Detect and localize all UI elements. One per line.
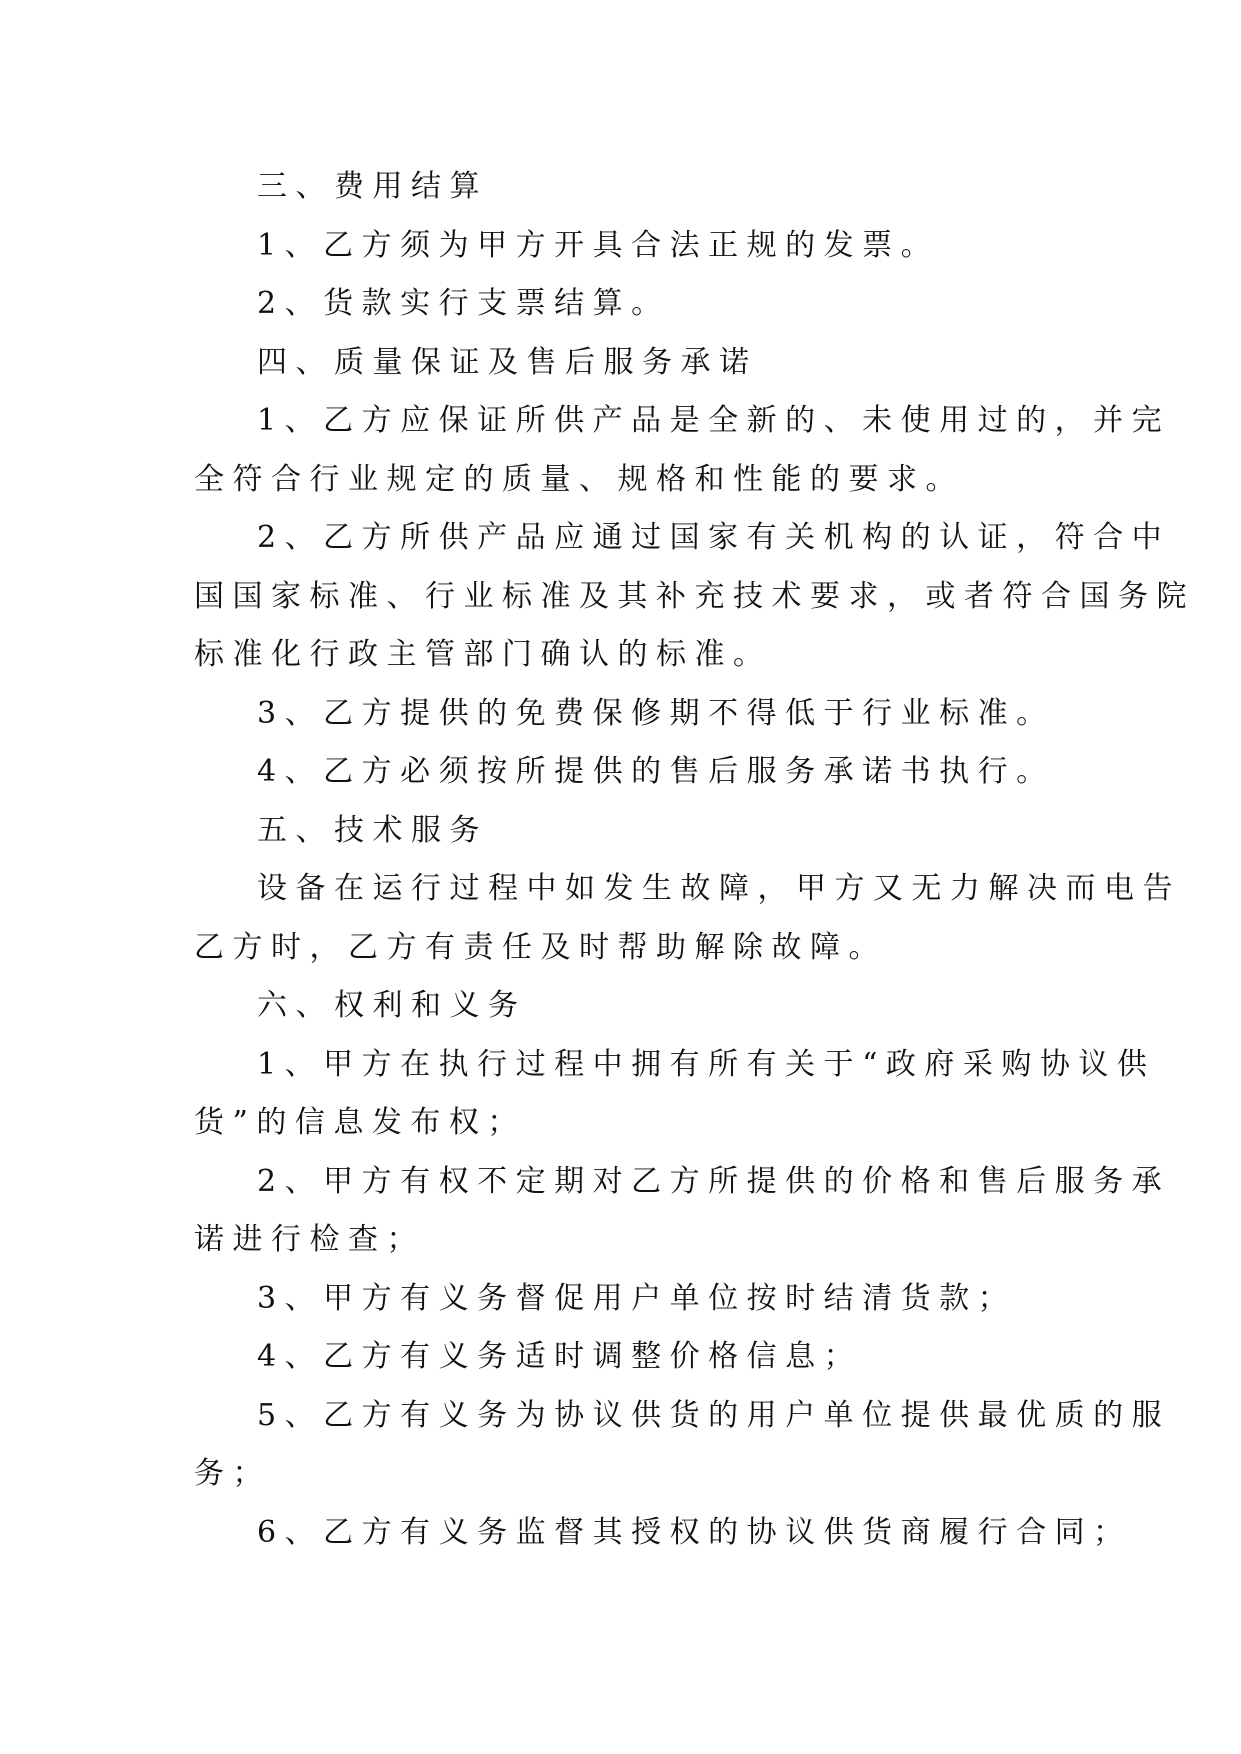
clause-certification-line-3: 标准化行政主管部门确认的标准。 [194,637,772,672]
clause-free-warranty: 3、乙方提供的免费保修期不得低于行业标准。 [257,695,1055,731]
clause-service-commitment: 4、乙方必须按所提供的售后服务承诺书执行。 [257,754,1055,789]
clause-check-settlement: 2、货款实行支票结算。 [257,286,670,321]
clause-invoice: 1、乙方须为甲方开具合法正规的发票。 [257,227,940,263]
section-heading-rights-obligations: 六、权利和义务 [257,988,527,1023]
clause-information-rights-line-2: 货”的信息发布权； [194,1105,526,1140]
clause-fault-support-line-2: 乙方时，乙方有责任及时帮助解除故障。 [194,929,887,965]
clause-certification-line-2: 国国家标准、行业标准及其补充技术要求，或者符合国务院 [194,578,1195,614]
clause-information-rights-line-1: 1、甲方在执行过程中拥有所有关于“政府采购协议供 [257,1046,1156,1082]
section-heading-technical-service: 五、技术服务 [257,812,488,848]
clause-quality-service-line-2: 务； [194,1456,271,1491]
document-body [194,158,1195,1562]
clause-inspection-rights-line-2: 诺进行检查； [194,1222,425,1257]
clause-fault-support-line-1: 设备在运行过程中如发生故障，甲方又无力解决而电告 [257,871,1181,906]
section-heading-fee-settlement: 三、费用结算 [257,169,488,204]
clause-price-adjustment: 4、乙方有义务适时调整价格信息； [257,1339,863,1374]
clause-certification-line-1: 2、乙方所供产品应通过国家有关机构的认证，符合中 [257,520,1171,555]
clause-payment-supervision: 3、甲方有义务督促用户单位按时结清货款； [257,1280,1017,1316]
clause-quality-service-line-1: 5、乙方有义务为协议供货的用户单位提供最优质的服 [257,1397,1171,1433]
section-heading-quality-warranty: 四、质量保证及售后服务承诺 [257,344,758,380]
clause-new-product-line-1: 1、乙方应保证所供产品是全新的、未使用过的，并完 [257,403,1171,438]
clause-new-product-line-2: 全符合行业规定的质量、规格和性能的要求。 [194,461,964,497]
clause-supplier-supervision: 6、乙方有义务监督其授权的协议供货商履行合同； [257,1514,1132,1550]
clause-inspection-rights-line-1: 2、甲方有权不定期对乙方所提供的价格和售后服务承 [257,1163,1171,1199]
